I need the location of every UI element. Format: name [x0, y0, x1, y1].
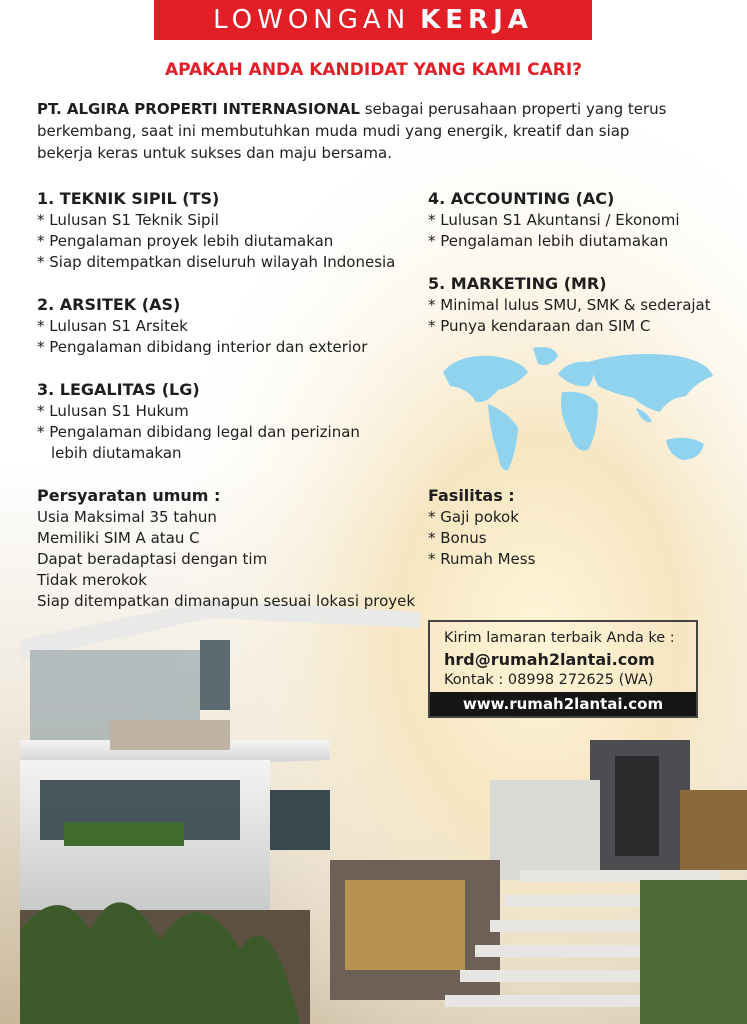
position-requirement: lebih diutamakan — [51, 444, 182, 462]
position-title: 5. MARKETING (MR) — [428, 274, 607, 293]
general-requirements — [37, 485, 415, 612]
contact-prompt: Kirim lamaran terbaik Anda ke : — [444, 630, 675, 646]
requirement-item: Siap ditempatkan dimanapun sesuai lokasi proyek — [37, 592, 416, 610]
position-title: 3. LEGALITAS (LG) — [37, 380, 200, 399]
title-light: LOWONGAN — [213, 5, 411, 35]
requirement-item: Tidak merokok — [37, 571, 147, 589]
position-legalitas — [37, 379, 360, 464]
position-requirement: * Lulusan S1 Teknik Sipil — [37, 211, 219, 229]
position-title: 1. TEKNIK SIPIL (TS) — [37, 189, 220, 208]
facilities-title: Fasilitas : — [428, 486, 515, 505]
position-requirement: * Pengalaman lebih diutamakan — [428, 232, 669, 250]
world-map-icon — [438, 342, 720, 478]
position-title: 2. ARSITEK (AS) — [37, 295, 181, 314]
job-vacancy-banner — [154, 0, 592, 40]
website-link[interactable]: www.rumah2lantai.com — [430, 692, 696, 716]
requirement-item: Memiliki SIM A atau C — [37, 529, 200, 547]
facility-item: * Gaji pokok — [428, 508, 519, 526]
position-requirement: * Minimal lulus SMU, SMK & sederajat — [428, 296, 711, 314]
position-teknik-sipil — [37, 188, 395, 273]
position-marketing — [428, 273, 711, 337]
contact-phone: Kontak : 08998 272625 (WA) — [444, 672, 654, 688]
facilities — [428, 485, 535, 570]
requirements-title: Persyaratan umum : — [37, 486, 221, 505]
position-accounting — [428, 188, 680, 252]
requirement-item: Usia Maksimal 35 tahun — [37, 508, 217, 526]
facility-item: * Bonus — [428, 529, 487, 547]
position-requirement: * Lulusan S1 Arsitek — [37, 317, 188, 335]
contact-box — [428, 620, 698, 718]
candidate-question: APAKAH ANDA KANDIDAT YANG KAMI CARI? — [164, 60, 583, 80]
intro-text: sebagai perusahaan properti yang terus berkembang, saat ini membutuhkan muda mudi yang energik, kreatif dan siap bekerja keras untuk sukses dan maju bersama. — [37, 100, 667, 162]
intro-paragraph — [37, 98, 687, 164]
company-name: PT. ALGIRA PROPERTI INTERNASIONAL — [37, 100, 360, 118]
facility-item: * Rumah Mess — [428, 550, 536, 568]
contact-email-link[interactable]: hrd@rumah2lantai.com — [444, 650, 655, 669]
position-requirement: * Pengalaman dibidang legal dan perizinan — [37, 423, 360, 441]
position-requirement: * Pengalaman proyek lebih diutamakan — [37, 232, 334, 250]
position-requirement: * Siap ditempatkan diseluruh wilayah Indonesia — [37, 253, 396, 271]
position-title: 4. ACCOUNTING (AC) — [428, 189, 615, 208]
position-requirement: * Lulusan S1 Hukum — [37, 402, 189, 420]
requirement-item: Dapat beradaptasi dengan tim — [37, 550, 268, 568]
position-requirement: * Punya kendaraan dan SIM C — [428, 317, 651, 335]
position-requirement: * Lulusan S1 Akuntansi / Ekonomi — [428, 211, 680, 229]
position-requirement: * Pengalaman dibidang interior dan exterior — [37, 338, 368, 356]
title-bold: KERJA — [420, 5, 533, 35]
position-arsitek — [37, 294, 367, 358]
